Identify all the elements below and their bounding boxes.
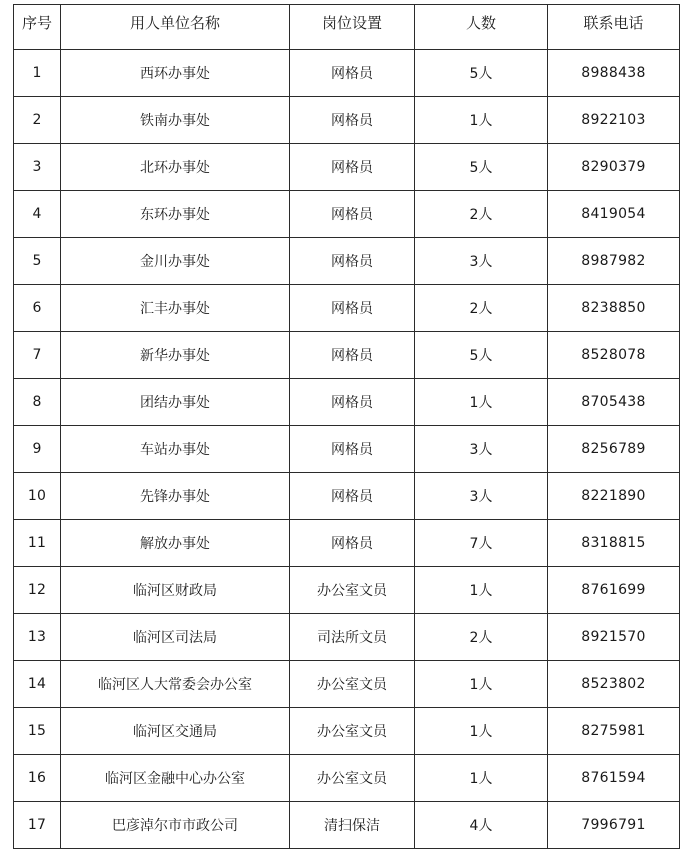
table-row	[14, 755, 680, 802]
cell-count: 3人	[415, 426, 548, 473]
cell-position: 清扫保洁	[290, 802, 415, 849]
table-row	[14, 97, 680, 144]
cell-unit: 北环办事处	[61, 144, 290, 191]
cell-position: 网格员	[290, 191, 415, 238]
cell-seq: 13	[14, 614, 61, 661]
table-row	[14, 238, 680, 285]
table-header-row	[14, 5, 680, 50]
cell-unit: 先锋办事处	[61, 473, 290, 520]
cell-unit: 东环办事处	[61, 191, 290, 238]
cell-position: 办公室文员	[290, 661, 415, 708]
table-row	[14, 191, 680, 238]
table-row	[14, 285, 680, 332]
cell-seq: 16	[14, 755, 61, 802]
header-unit: 用人单位名称	[61, 5, 290, 50]
table-row	[14, 426, 680, 473]
cell-position: 网格员	[290, 238, 415, 285]
cell-seq: 5	[14, 238, 61, 285]
cell-unit: 新华办事处	[61, 332, 290, 379]
cell-position: 网格员	[290, 97, 415, 144]
cell-seq: 2	[14, 97, 61, 144]
cell-phone: 8528078	[548, 332, 680, 379]
cell-position: 网格员	[290, 285, 415, 332]
header-position: 岗位设置	[290, 5, 415, 50]
table-row	[14, 144, 680, 191]
table-row	[14, 802, 680, 849]
table-row	[14, 50, 680, 97]
cell-position: 办公室文员	[290, 708, 415, 755]
cell-phone: 8988438	[548, 50, 680, 97]
cell-seq: 8	[14, 379, 61, 426]
cell-unit: 团结办事处	[61, 379, 290, 426]
cell-unit: 临河区金融中心办公室	[61, 755, 290, 802]
cell-seq: 10	[14, 473, 61, 520]
cell-seq: 17	[14, 802, 61, 849]
cell-unit: 汇丰办事处	[61, 285, 290, 332]
cell-unit: 临河区财政局	[61, 567, 290, 614]
cell-count: 2人	[415, 285, 548, 332]
cell-seq: 6	[14, 285, 61, 332]
cell-seq: 12	[14, 567, 61, 614]
cell-unit: 铁南办事处	[61, 97, 290, 144]
cell-unit: 巴彦淖尔市市政公司	[61, 802, 290, 849]
cell-position: 司法所文员	[290, 614, 415, 661]
cell-seq: 11	[14, 520, 61, 567]
cell-phone: 8761594	[548, 755, 680, 802]
cell-count: 3人	[415, 238, 548, 285]
cell-position: 网格员	[290, 379, 415, 426]
table-row	[14, 473, 680, 520]
cell-count: 2人	[415, 191, 548, 238]
table-row	[14, 661, 680, 708]
cell-phone: 8221890	[548, 473, 680, 520]
cell-count: 5人	[415, 50, 548, 97]
cell-count: 1人	[415, 755, 548, 802]
cell-seq: 15	[14, 708, 61, 755]
cell-position: 办公室文员	[290, 567, 415, 614]
cell-phone: 8705438	[548, 379, 680, 426]
cell-phone: 7996791	[548, 802, 680, 849]
cell-position: 网格员	[290, 520, 415, 567]
table-row	[14, 708, 680, 755]
cell-phone: 8290379	[548, 144, 680, 191]
cell-position: 网格员	[290, 332, 415, 379]
cell-phone: 8419054	[548, 191, 680, 238]
cell-position: 办公室文员	[290, 755, 415, 802]
cell-count: 3人	[415, 473, 548, 520]
header-count: 人数	[415, 5, 548, 50]
cell-count: 2人	[415, 614, 548, 661]
table-row	[14, 332, 680, 379]
recruitment-table	[13, 4, 680, 849]
cell-count: 5人	[415, 332, 548, 379]
header-phone: 联系电话	[548, 5, 680, 50]
cell-position: 网格员	[290, 50, 415, 97]
cell-phone: 8523802	[548, 661, 680, 708]
cell-phone: 8318815	[548, 520, 680, 567]
cell-seq: 4	[14, 191, 61, 238]
cell-position: 网格员	[290, 473, 415, 520]
table-row	[14, 567, 680, 614]
cell-seq: 1	[14, 50, 61, 97]
cell-phone: 8761699	[548, 567, 680, 614]
cell-position: 网格员	[290, 426, 415, 473]
cell-count: 1人	[415, 379, 548, 426]
header-seq: 序号	[14, 5, 61, 50]
cell-unit: 车站办事处	[61, 426, 290, 473]
cell-unit: 解放办事处	[61, 520, 290, 567]
cell-unit: 金川办事处	[61, 238, 290, 285]
cell-seq: 7	[14, 332, 61, 379]
cell-seq: 9	[14, 426, 61, 473]
cell-count: 1人	[415, 708, 548, 755]
cell-count: 1人	[415, 661, 548, 708]
cell-phone: 8256789	[548, 426, 680, 473]
cell-phone: 8987982	[548, 238, 680, 285]
cell-count: 1人	[415, 97, 548, 144]
cell-count: 7人	[415, 520, 548, 567]
cell-seq: 3	[14, 144, 61, 191]
cell-phone: 8275981	[548, 708, 680, 755]
cell-seq: 14	[14, 661, 61, 708]
cell-unit: 临河区司法局	[61, 614, 290, 661]
cell-phone: 8238850	[548, 285, 680, 332]
table-row	[14, 520, 680, 567]
cell-unit: 临河区人大常委会办公室	[61, 661, 290, 708]
cell-phone: 8921570	[548, 614, 680, 661]
cell-phone: 8922103	[548, 97, 680, 144]
cell-unit: 西环办事处	[61, 50, 290, 97]
cell-count: 1人	[415, 567, 548, 614]
cell-unit: 临河区交通局	[61, 708, 290, 755]
cell-count: 5人	[415, 144, 548, 191]
cell-position: 网格员	[290, 144, 415, 191]
table-row	[14, 614, 680, 661]
table-row	[14, 379, 680, 426]
cell-count: 4人	[415, 802, 548, 849]
